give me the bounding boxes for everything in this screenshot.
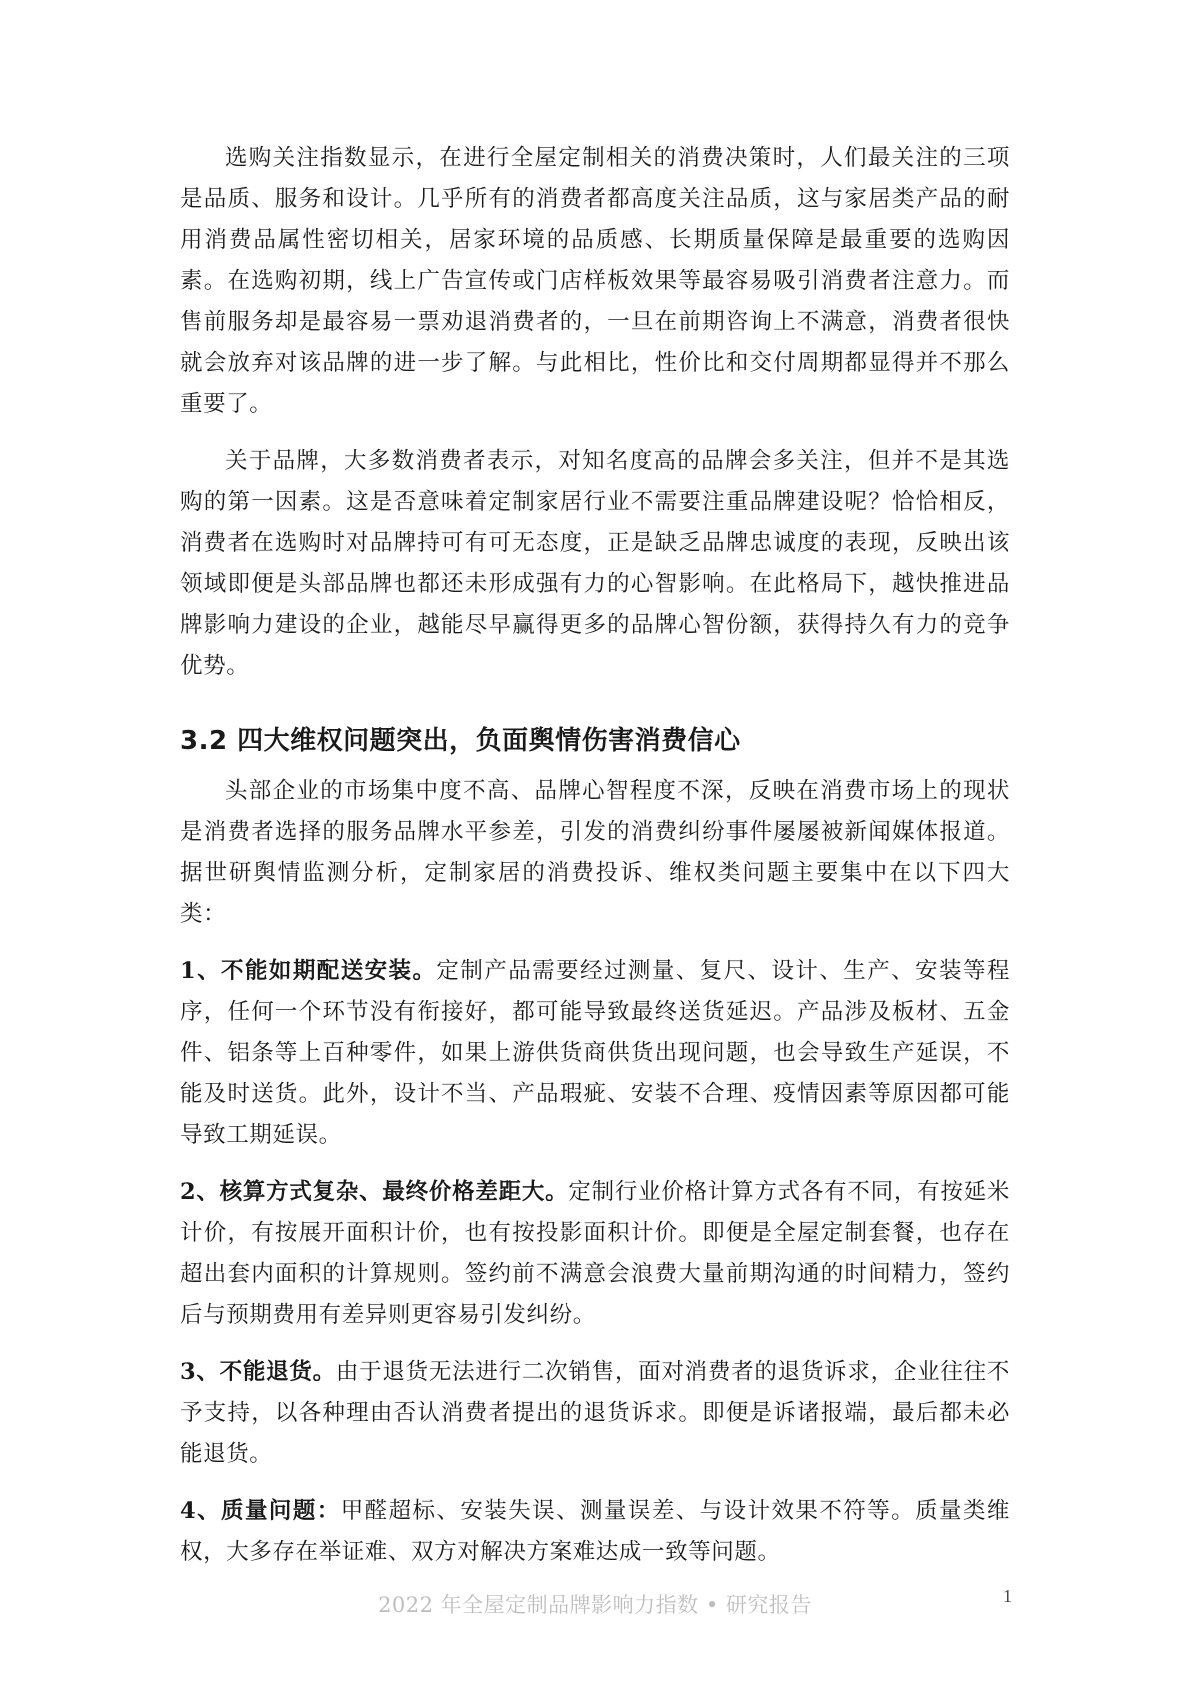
issue-item-title: 3、不能退货。: [180, 1359, 336, 1385]
issue-item-text: 定制产品需要经过测量、复尺、设计、生产、安装等程序，任何一个环节没有衔接好，都可能导致最终送货延迟。产品涉及板材、五金件、铝条等上百种零件，如果上游供货商供货出现问题，也会导致生产延误，不能及时送货。此外，设计不当、产品瑕疵、安装不合理、疫情因素等原因都可能导致工期延误。: [180, 958, 1010, 1148]
page-footer: 2022 年全屋定制品牌影响力指数 • 研究报告: [378, 1593, 812, 1617]
issue-item-title: 4、质量问题：: [180, 1498, 341, 1524]
issue-item: [180, 1172, 1010, 1336]
body-paragraph: 选购关注指数显示，在进行全屋定制相关的消费决策时，人们最关注的三项是品质、服务和设计。几乎所有的消费者都高度关注品质，这与家居类产品的耐用消费品属性密切相关，居家环境的品质感、长期质量保障是最重要的选购因素。在选购初期，线上广告宣传或门店样板效果等最容易吸引消费者注意力。而售前服务却是最容易一票劝退消费者的，一旦在前期咨询上不满意，消费者很快就会放弃对该品牌的进一步了解。与此相比，性价比和交付周期都显得并不那么重要了。: [180, 145, 1010, 417]
page-number: 1: [1003, 1586, 1012, 1606]
section-intro-paragraph: 头部企业的市场集中度不高、品牌心智程度不深，反映在消费市场上的现状是消费者选择的服务品牌水平参差，引发的消费纠纷事件屡屡被新闻媒体报道。据世研舆情监测分析，定制家居的消费投诉、维权类问题主要集中在以下四大类：: [180, 778, 1010, 927]
section-heading: 3.2 四大维权问题突出，负面舆情伤害消费信心: [180, 726, 741, 756]
body-paragraph: 关于品牌，大多数消费者表示，对知名度高的品牌会多关注，但并不是其选购的第一因素。这是否意味着定制家居行业不需要注重品牌建设呢？恰恰相反，消费者在选购时对品牌持可有可无态度，正是缺乏品牌忠诚度的表现，反映出该领域即便是头部品牌也都还未形成强有力的心智影响。在此格局下，越快推进品牌影响力建设的企业，越能尽早赢得更多的品牌心智份额，获得持久有力的竞争优势。: [180, 448, 1010, 679]
issue-item-text: 甲醛超标、安装失误、测量误差、与设计效果不符等。质量类维权，大多存在举证难、双方对解决方案难达成一致等问题。: [180, 1498, 1011, 1565]
issue-item-title: 1、不能如期配送安装。: [180, 958, 437, 984]
issue-item: [180, 1352, 1010, 1475]
issue-item: [180, 951, 1010, 1156]
issue-item-text: 由于退货无法进行二次销售，面对消费者的退货诉求，企业往往不予支持，以各种理由否认消费者提出的退货诉求。即便是诉诸报端，最后都未必能退货。: [180, 1359, 1010, 1467]
issue-item-title: 2、核算方式复杂、最终价格差距大。: [180, 1179, 569, 1205]
page-content: [180, 138, 1010, 1589]
issue-item: [180, 1491, 1010, 1573]
issue-item-text: 定制行业价格计算方式各有不同，有按延米计价，有按展开面积计价，也有按投影面积计价。即便是全屋定制套餐，也存在超出套内面积的计算规则。签约前不满意会浪费大量前期沟通的时间精力，签约后与预期费用有差异则更容易引发纠纷。: [180, 1179, 1010, 1328]
